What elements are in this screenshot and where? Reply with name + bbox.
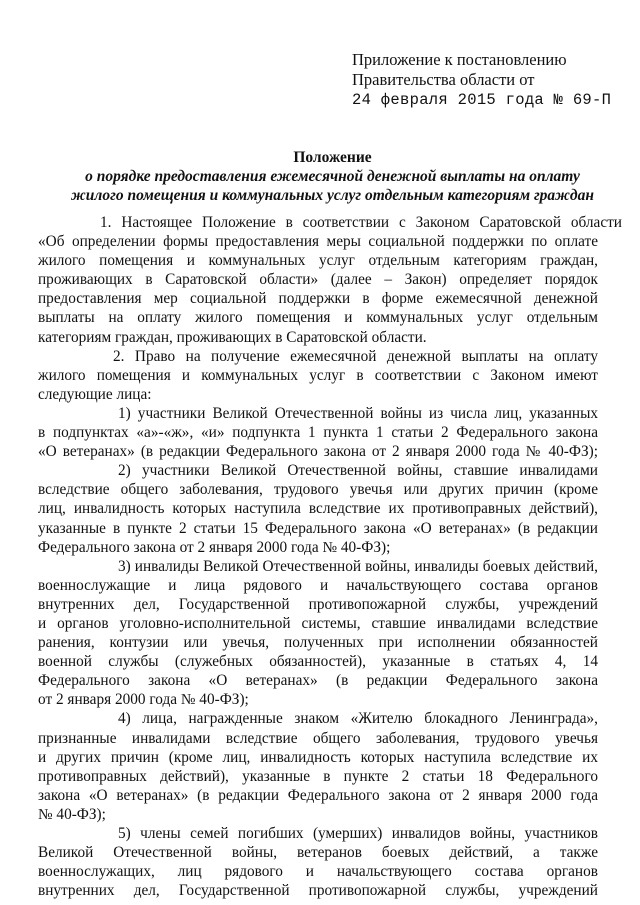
appendix-line-2: Правительства области от [352,70,535,89]
title-heading: Положение [293,149,372,166]
document-title [60,148,605,205]
body-line: Федерального закона «О ветеранах» (в редакции Федерального закона [38,672,598,690]
appendix-line-1: Приложение к постановлению [352,50,567,69]
body-line: № 40-ФЗ); [38,805,106,823]
body-line: указанные в пункте 2 статьи 15 Федерального закона «О ветеранах» (в редакции [38,519,598,537]
body-line: категориям граждан, проживающих в Саратовской области. [38,328,427,346]
body-line: противоправных действий), указанные в пункте 2 статьи 18 Федерального [38,767,598,785]
body-line: предоставления мер социальной поддержки в форме ежемесячной денежной [38,290,598,308]
body-line: Федерального закона от 2 января 2000 года № 40-ФЗ); [38,538,391,556]
body-line: выплаты на оплату жилого помещения и коммунальных услуг отдельным [38,309,598,327]
body-line: военнослужащие и лица рядового и начальствующего состава органов [38,576,598,594]
appendix-date-line: 24 февраля 2015 года № 69-П [352,91,612,109]
document-body [38,213,622,900]
body-line: 2. Право на получение ежемесячной денежной выплаты на оплату [113,347,598,365]
body-line: внутренних дел, Государственной противопожарной службы, учреждений [38,595,598,613]
body-line: 5) члены семей погибших (умерших) инвалидов войны, участников [118,825,598,842]
body-line: и органов уголовно-исполнительной системы, ставшие инвалидами вследствие [38,614,598,632]
body-line: от 2 января 2000 года № 40-ФЗ); [38,691,249,709]
body-line: проживающих в Саратовской области» (далее – Закон) определяет порядок [38,271,598,289]
title-line-2: жилого помещения и коммунальных услуг отдельным категориям граждан [71,187,594,204]
body-line: 2) участники Великой Отечественной войны, ставшие инвалидами [118,462,598,480]
body-line: 3) инвалиды Великой Отечественной войны, инвалиды боевых действий, [118,557,598,575]
body-line: лиц, инвалидность которых наступила вследствие их противоправных действий), [38,500,598,518]
body-line: жилого помещения и коммунальных услуг отдельным категориям граждан, [38,252,598,270]
body-line: Великой Отечественной войны, ветеранов боевых действий, а также [38,844,598,862]
body-line: внутренних дел, Государственной противопожарной службы, учреждений [38,882,598,900]
title-line-1: о порядке предоставления ежемесячной денежной выплаты на оплату [85,168,580,185]
body-line: признанные инвалидами вследствие общего заболевания, трудового увечья [38,729,598,747]
body-line: и других причин (кроме лиц, инвалидность которых наступила вследствие их [38,748,598,766]
body-line: военной службы (служебных обязанностей), указанные в статьях 4, 14 [38,653,598,671]
body-line: вследствие общего заболевания, трудового увечья или других причин (кроме [38,481,598,499]
body-line: в подпунктах «а»-«ж», «и» подпункта 1 пункта 1 статьи 2 Федерального закона [38,424,598,442]
appendix-block [352,50,622,110]
body-line: жилого помещения и коммунальных услуг в соответствии с Законом имеют [38,366,598,384]
body-line: ранения, контузии или увечья, полученных при исполнении обязанностей [38,634,598,652]
body-line: следующие лица: [38,385,152,403]
body-line: 1. Настоящее Положение в соответствии с Законом Саратовской области [100,214,622,231]
body-line: военнослужащих, лиц рядового и начальствующего состава органов [38,863,598,881]
body-line: «Об определении формы предоставления меры социальной поддержки по оплате [38,233,598,251]
body-line: 4) лица, награжденные знаком «Жителю блокадного Ленинграда», [118,710,598,728]
body-line: «О ветеранах» (в редакции Федерального закона от 2 января 2000 года № 40-ФЗ); [38,443,598,461]
body-line: закона «О ветеранах» (в редакции Федерального закона от 2 января 2000 года [38,786,598,804]
body-line: 1) участники Великой Отечественной войны из числа лиц, указанных [118,404,598,422]
